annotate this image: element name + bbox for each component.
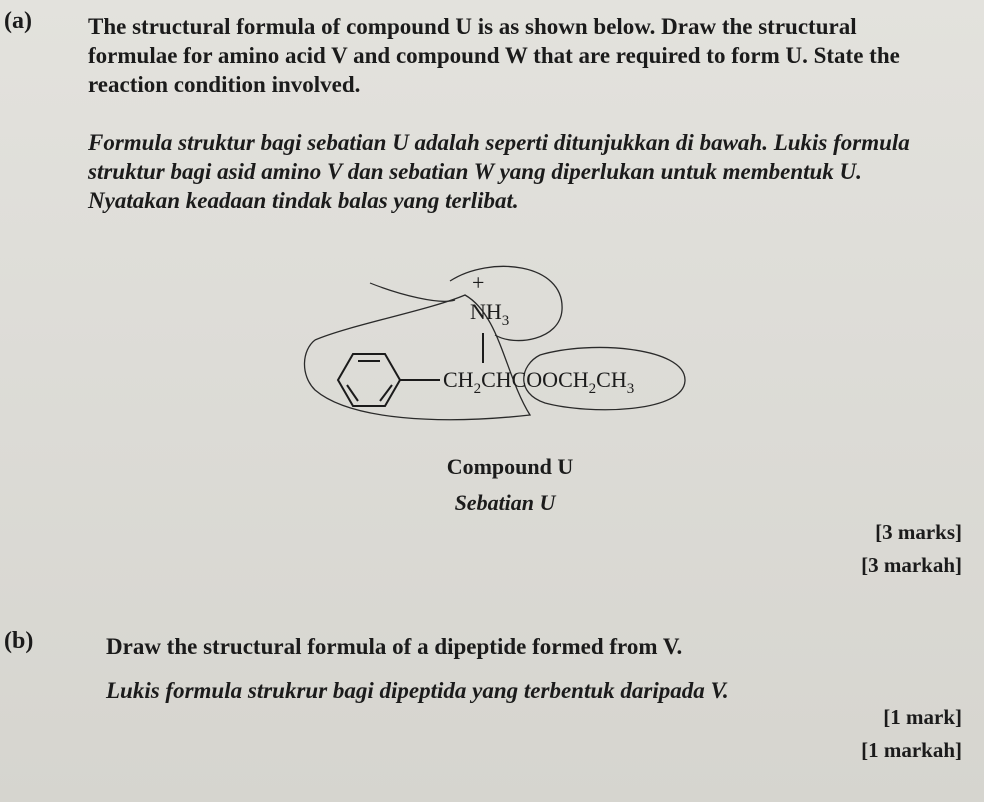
part-b-question-malay: Lukis formula strukrur bagi dipeptida yang terbentuk daripada V.: [106, 678, 729, 703]
compound-caption-malay: Sebatian U: [454, 490, 556, 515]
part-a-question-malay: Formula struktur bagi sebatian U adalah seperti ditunjukkan di bawah. Lukis formula struktur bagi asid amino V dan sebatian W yang diperlukan untuk membentuk U. Nyatakan keadaan tindak balas yang terlibat.: [88, 130, 910, 213]
compound-caption-english: Compound U: [446, 454, 574, 479]
carbon-chain: $CH_2CHCOOCH_2CH_3$: [443, 367, 635, 397]
part-a-label: (a): [4, 8, 32, 34]
amine-charge: +: [472, 270, 485, 295]
stray-line-annotation: [370, 283, 455, 301]
part-b-marks-malay: [1 markah]: [861, 738, 962, 762]
part-b-marks-english: [1 mark]: [883, 705, 962, 729]
amine-group: $NH_3$: [470, 299, 510, 329]
part-a-marks-english: [3 marks]: [875, 520, 962, 544]
part-b-question-english: Draw the structural formula of a dipeptide formed from V.: [106, 634, 683, 659]
part-a-question-english: The structural formula of compound U is as shown below. Draw the structural formulae for amino acid V and compound W that are required to form U. State the reaction condition involved.: [88, 14, 900, 97]
compound-u-structure: [290, 255, 710, 430]
part-a-marks-malay: [3 markah]: [861, 553, 962, 577]
part-b-label: (b): [4, 628, 34, 654]
circle-amine-annotation: [450, 266, 562, 340]
